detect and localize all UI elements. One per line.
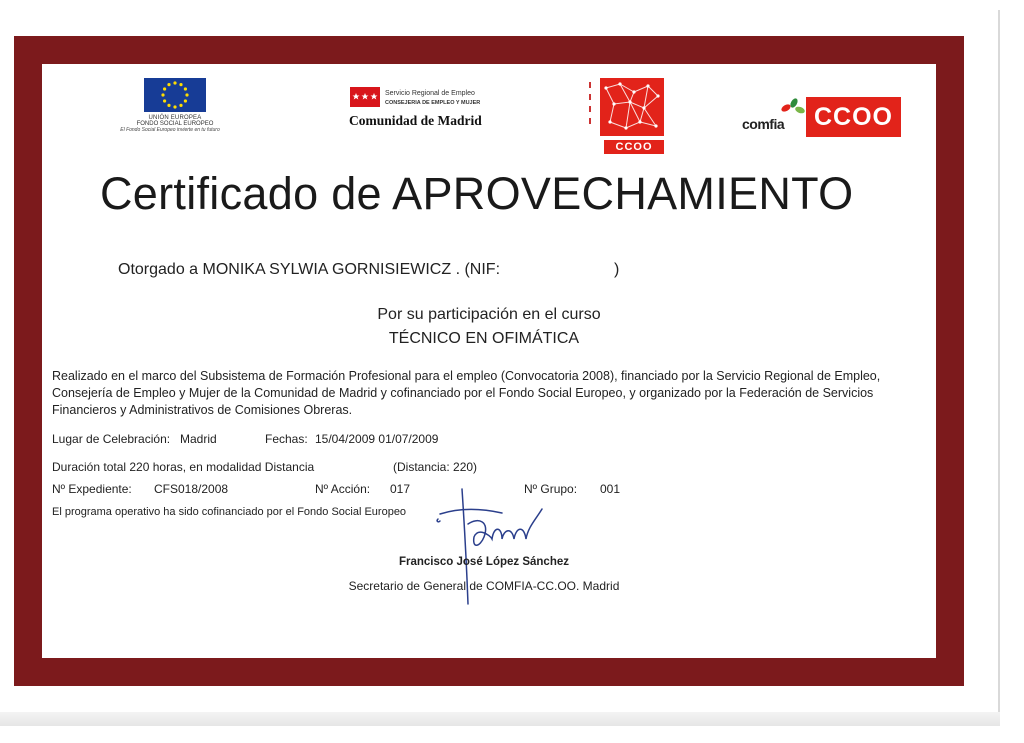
place-value: Madrid (180, 432, 217, 446)
eu-logo (120, 78, 220, 133)
file-number-label: Nº Expediente: (52, 482, 132, 496)
awarded-to-line (118, 261, 620, 279)
handwritten-signature (432, 479, 582, 614)
scan-edge (998, 10, 1000, 725)
comfia-ccoo-logo (742, 94, 912, 144)
certificate-body-text: Realizado en el marco del Subsistema de Formación Profesional para el empleo (Convocatoria 2008), financiado por la Servicio Regional de Empleo, Consejería de Empleo y Mujer de la Comunidad de Madrid y cofinanciado por el Fondo Social Europeo, y organizado por la Federación de Servicios Financieros y Administrativos de Comisiones Obreras. (52, 369, 881, 417)
eu-logo-line2: FONDO SOCIAL EUROPEO (136, 121, 214, 127)
duration-text: Duración total 220 horas, en modalidad Distancia (52, 460, 315, 474)
ccoo-wordmark: CCOO (806, 97, 901, 137)
cofinanced-text: El programa operativo ha sido cofinanciado por el Fondo Social Europeo (52, 506, 407, 518)
madrid-logo-line1: Servicio Regional de Empleo (385, 90, 475, 97)
fsc-ccoo-label: CCOO (604, 140, 664, 154)
place-label: Lugar de Celebración: (52, 432, 171, 446)
signer-name: Francisco José López Sánchez (398, 556, 569, 568)
file-number-value: CFS018/2008 (154, 482, 229, 496)
eu-logo-line1: UNIÓN EUROPEA (148, 115, 202, 121)
distance-text: (Distancia: 220) (393, 460, 478, 474)
vertical-text-strip (584, 78, 596, 136)
participation-text: Por su participación en el curso (377, 306, 601, 323)
action-number-label: Nº Acción: (315, 482, 371, 496)
course-name: TÉCNICO EN OFIMÁTICA (388, 330, 580, 347)
certificate-sheet (42, 64, 936, 658)
madrid-logo-line2: CONSEJERIA DE EMPLEO Y MUJER (385, 100, 481, 106)
madrid-logo-line3: Comunidad de Madrid (349, 113, 482, 128)
eu-flag-icon (144, 78, 206, 112)
group-number-label: Nº Grupo: (524, 482, 578, 496)
eu-logo-line3: El Fondo Social Europeo invierte en tu futuro (120, 127, 220, 133)
comfia-wordmark: comfia (742, 116, 785, 132)
scan-bottom-edge (0, 712, 1000, 726)
network-icon (600, 78, 664, 136)
action-number-value: 017 (390, 482, 411, 496)
signer-role: Secretario de General de COMFIA-CC.OO. Madrid (348, 579, 620, 593)
dates-label: Fechas: (265, 432, 308, 446)
madrid-flag-icon (350, 87, 380, 107)
group-number-value: 001 (600, 482, 621, 496)
certificate-title: Certificado de APROVECHAMIENTO (100, 168, 854, 219)
dates-value: 15/04/2009 01/07/2009 (315, 432, 439, 446)
fsc-ccoo-logo (600, 78, 672, 158)
awarded-to-text: Otorgado a MONIKA SYLWIA GORNISIEWICZ . (NIF: (118, 261, 501, 278)
awarded-close-paren: ) (614, 261, 620, 278)
